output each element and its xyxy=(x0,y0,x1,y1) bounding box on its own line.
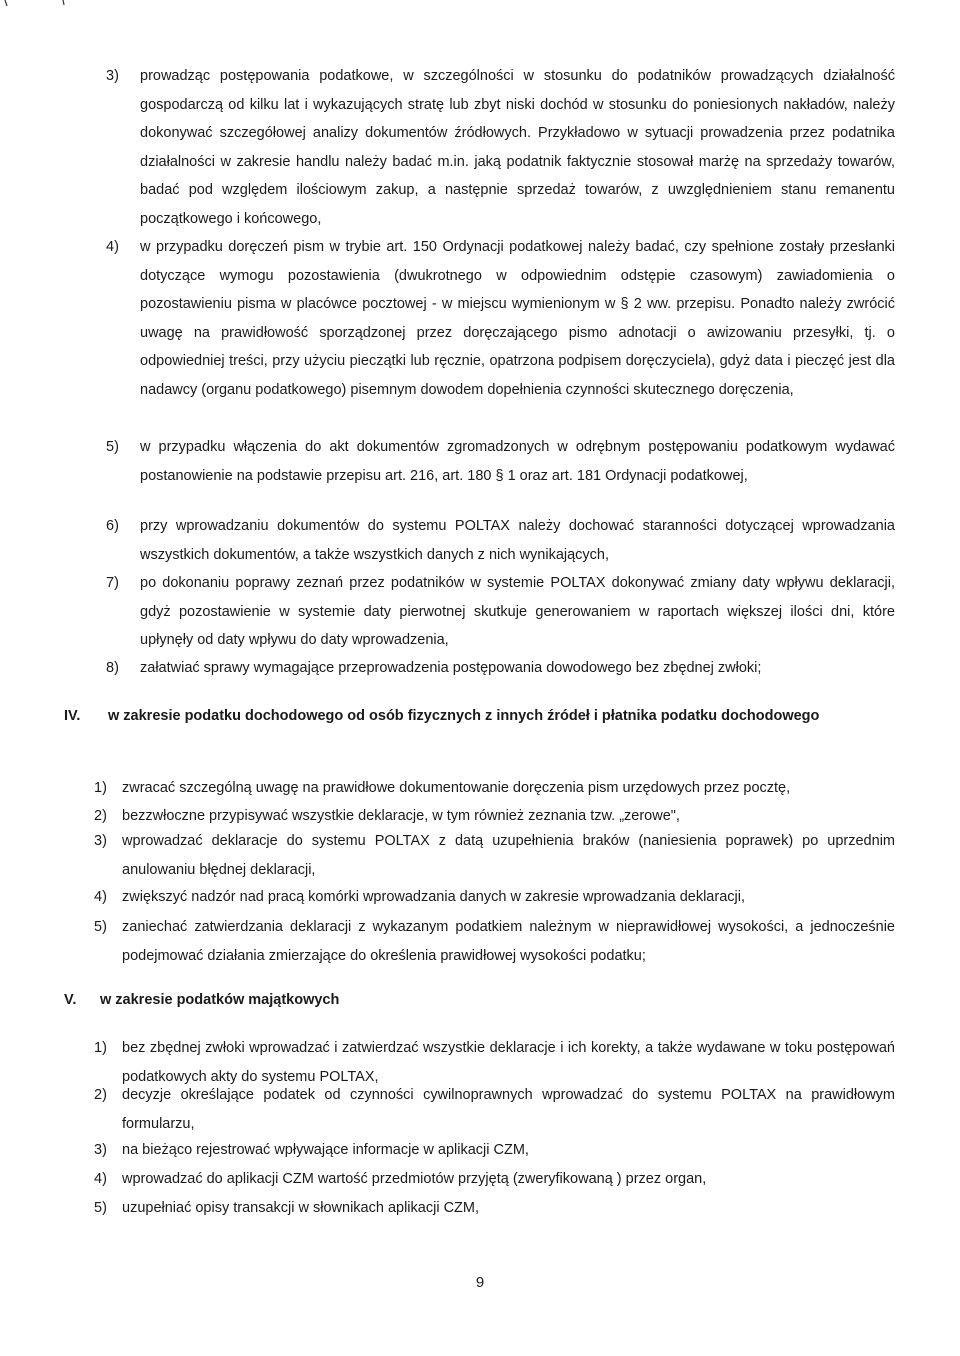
item-text: po dokonaniu poprawy zeznań przez podatników w systemie POLTAX dokonywać zmiany daty wpływu deklaracji, gdyż pozostawienie w systemie daty pierwotnej skutkuje generowaniem w raportach większej ilości dni, które upłynęły od daty wpływu do daty wprowadzenia, xyxy=(140,575,895,649)
item-number: 3) xyxy=(106,68,119,84)
item-text: zwiększyć nadzór nad pracą komórki wprowadzania danych w zakresie wprowadzania deklaracji, xyxy=(122,889,745,905)
item-text: uzupełniać opisy transakcji w słownikach aplikacji CZM, xyxy=(122,1200,479,1216)
item-number: 4) xyxy=(94,889,107,905)
item-number: 3) xyxy=(94,833,107,849)
item-text: zaniechać zatwierdzania deklaracji z wykazanym podatkiem należnym w nieprawidłowej wysokości, a jednocześnie podejmować działania zmierzające do określenia prawidłowej wysokości podatku; xyxy=(122,919,895,964)
item-text: w przypadku włączenia do akt dokumentów zgromadzonych w odrębnym postępowaniu podatkowym wydawać postanowienie na podstawie przepisu art. 216, art. 180 § 1 oraz art. 181 Ordynacji podatkowej, xyxy=(140,439,895,484)
section-heading-iv xyxy=(64,702,895,731)
item-text: wprowadzać deklaracje do systemu POLTAX z datą uzupełnienia braków (naniesienia poprawek) po uprzednim anulowaniu błędnej deklaracji, xyxy=(122,833,895,878)
item-text: bez zbędnej zwłoki wprowadzać i zatwierdzać wszystkie deklaracje i ich korekty, a także wydawane w toku postępowań podatkowych akty do systemu POLTAX, xyxy=(122,1040,895,1085)
section-title: w zakresie podatków majątkowych xyxy=(100,992,340,1008)
item-number: 2) xyxy=(94,808,107,824)
item-text: przy wprowadzaniu dokumentów do systemu POLTAX należy dochować staranności dotyczącej wprowadzania wszystkich dokumentów, a także wszystkich danych z nich wynikających, xyxy=(140,518,895,563)
list-item xyxy=(106,569,895,655)
item-number: 3) xyxy=(94,1142,107,1158)
section-number: V. xyxy=(64,992,77,1008)
list-item xyxy=(106,654,895,683)
list-item xyxy=(94,774,895,803)
item-text: wprowadzać do aplikacji CZM wartość przedmiotów przyjętą (zweryfikowaną ) przez organ, xyxy=(122,1171,707,1187)
item-number: 4) xyxy=(106,239,119,255)
list-item xyxy=(106,433,895,490)
item-text: bezzwłoczne przypisywać wszystkie deklaracje, w tym również zeznania tzw. „zerowe", xyxy=(122,808,680,824)
list-item xyxy=(106,233,895,405)
item-number: 7) xyxy=(106,575,119,591)
item-number: 2) xyxy=(94,1087,107,1103)
item-text: decyzje określające podatek od czynności cywilnoprawnych wprowadzać do systemu POLTAX na prawidłowym formularzu, xyxy=(122,1087,895,1132)
item-number: 5) xyxy=(106,439,119,455)
item-text: w przypadku doręczeń pism w trybie art. 150 Ordynacji podatkowej należy badać, czy spełnione zostały przesłanki dotyczące wymogu pozostawienia (dwukrotnego w odpowiednim odstępie czasowym) zawiadomienia o pozostawieniu pisma w placówce pocztowej - w miejscu wymienionym w § 2 ww. przepisu. Ponadto należy zwrócić uwagę na prawidłowość sporządzonej przez doręczającego pismo adnotacji o awizowaniu przesyłki, tj. o odpowiedniej treści, przy użyciu pieczątki lub ręcznie, opatrzona podpisem doręczyciela), gdyż data i pieczęć jest dla nadawcy (organu podatkowego) pisemnym dowodem dopełnienia czynności skutecznego doręczenia, xyxy=(140,239,895,398)
section-title: w zakresie podatku dochodowego od osób fizycznych z innych źródeł i płatnika podatku dochodowego xyxy=(108,708,820,724)
section-heading-v xyxy=(64,986,887,1015)
item-number: 5) xyxy=(94,919,107,935)
list-item xyxy=(94,883,895,912)
item-number: 4) xyxy=(94,1171,107,1187)
item-number: 5) xyxy=(94,1200,107,1216)
page-number: 9 xyxy=(475,1274,485,1291)
item-number: 8) xyxy=(106,660,119,676)
item-number: 1) xyxy=(94,1040,107,1056)
scan-corner-mark xyxy=(0,0,90,8)
section-number: IV. xyxy=(64,708,81,724)
list-item xyxy=(94,1081,895,1138)
list-item xyxy=(94,1194,895,1223)
item-text: na bieżąco rejestrować wpływające informacje w aplikacji CZM, xyxy=(122,1142,529,1158)
list-item xyxy=(94,827,895,884)
item-text: prowadząc postępowania podatkowe, w szczególności w stosunku do podatników prowadzących działalność gospodarczą od kilku lat i wykazujących stratę lub zbyt niski dochód w stosunku do poniesionych nakładów, należy dokonywać szczegółowej analizy dokumentów źródłowych. Przykładowo w sytuacji prowadzenia przez podatnika działalności w zakresie handlu należy badać m.in. jaką podatnik faktycznie stosował marżę na sprzedaży towarów, badać pod względem ilościowym zakup, a następnie sprzedaż towarów, z uwzględnieniem stanu remanentu początkowego i końcowego, xyxy=(140,68,895,227)
item-text: zwracać szczególną uwagę na prawidłowe dokumentowanie doręczenia pism urzędowych przez pocztę, xyxy=(122,780,791,796)
list-item xyxy=(94,1136,895,1165)
list-item xyxy=(94,1165,895,1194)
list-item xyxy=(106,62,895,234)
item-number: 6) xyxy=(106,518,119,534)
list-item xyxy=(106,512,895,569)
item-text: załatwiać sprawy wymagające przeprowadzenia postępowania dowodowego bez zbędnej zwłoki; xyxy=(140,660,762,676)
item-number: 1) xyxy=(94,780,107,796)
list-item xyxy=(94,913,895,970)
